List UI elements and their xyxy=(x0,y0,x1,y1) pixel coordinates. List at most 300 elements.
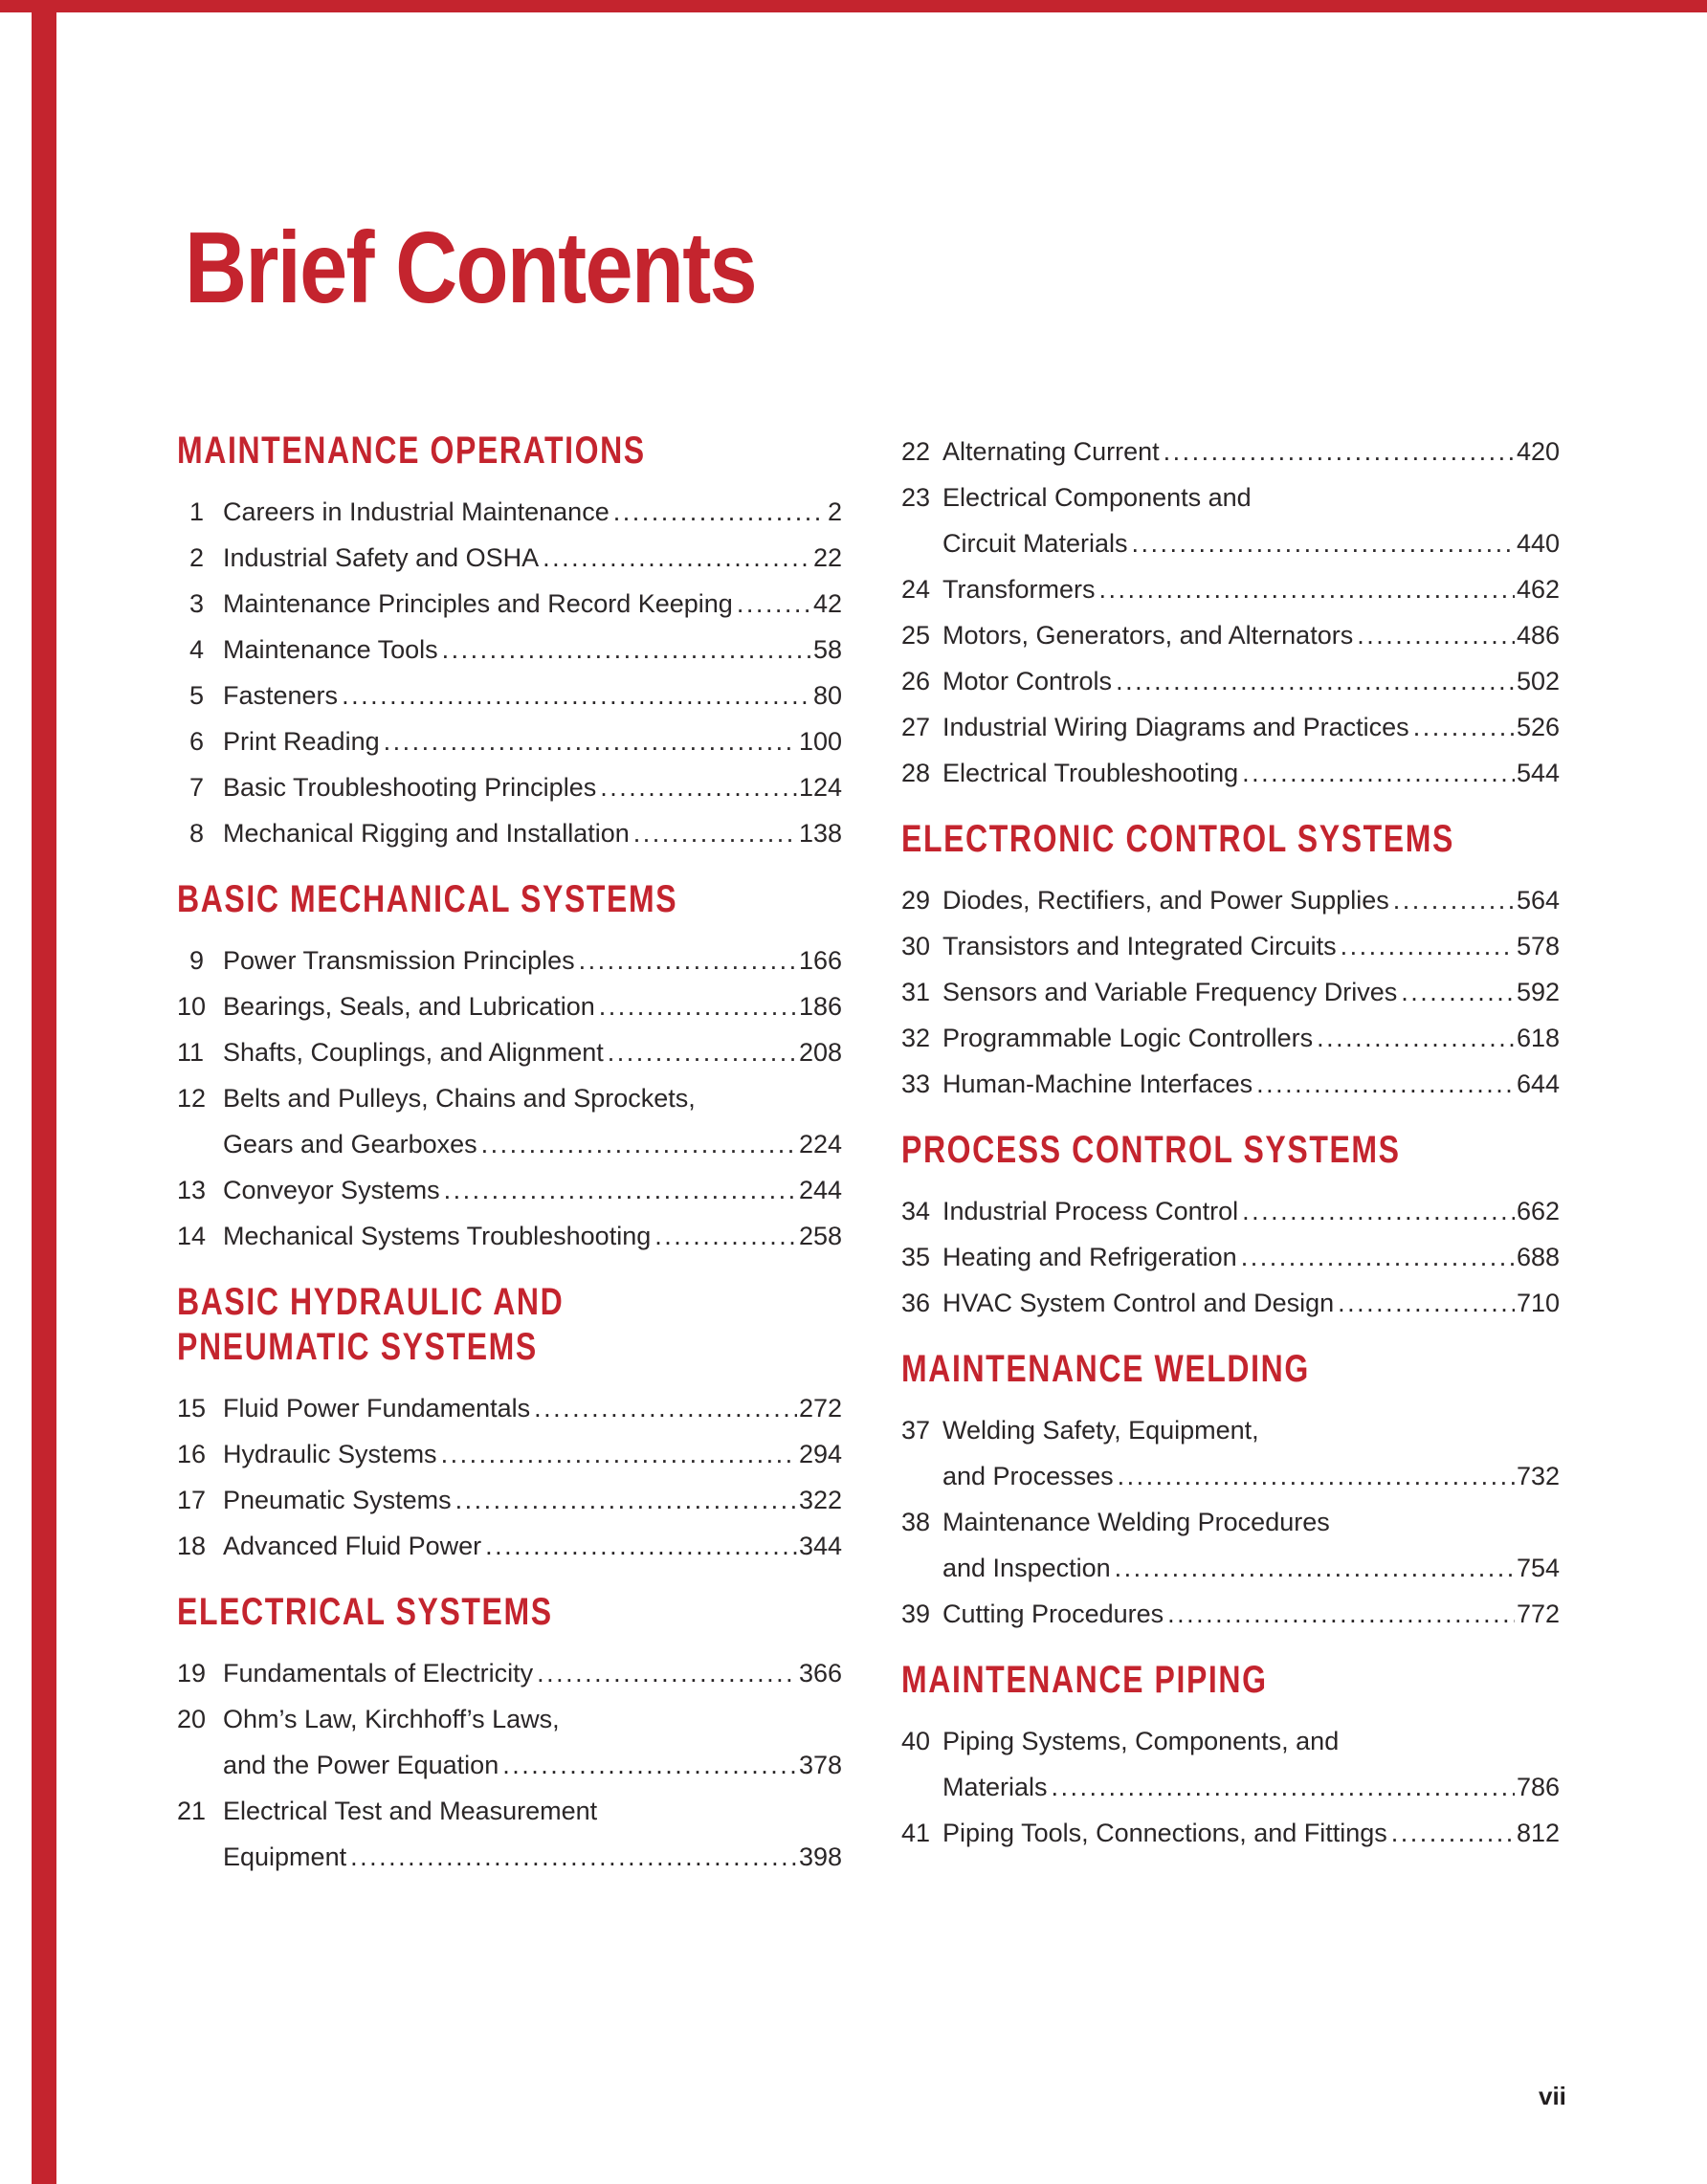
dot-leader xyxy=(599,983,797,1029)
chapter-list xyxy=(901,1718,1560,1856)
toc-entry-line xyxy=(177,764,842,810)
toc-entry-line xyxy=(177,1523,842,1569)
chapter-number: 13 xyxy=(177,1176,207,1204)
chapter-number: 41 xyxy=(901,1819,931,1847)
toc-entry-line xyxy=(901,1188,1560,1234)
section-heading-line: ELECTRONIC CONTROL SYSTEMS xyxy=(901,818,1454,860)
chapter-number: 30 xyxy=(901,932,931,960)
dot-leader xyxy=(1116,658,1515,704)
toc-entry-body xyxy=(223,535,842,581)
toc-entry-line xyxy=(177,983,842,1029)
chapter-number: 39 xyxy=(901,1599,931,1628)
dot-leader xyxy=(342,673,811,718)
page-number: 2 xyxy=(827,497,842,526)
page-number: 398 xyxy=(798,1842,842,1871)
dot-leader xyxy=(1357,612,1515,658)
toc-entry-body xyxy=(223,1075,842,1121)
chapter-title: Mechanical Rigging and Installation xyxy=(223,819,630,848)
toc-section xyxy=(177,1590,842,1880)
toc-entry-body xyxy=(223,1213,842,1259)
chapter-title: Advanced Fluid Power xyxy=(223,1532,482,1560)
toc-entry-line xyxy=(177,673,842,718)
page-number: 786 xyxy=(1516,1773,1560,1801)
page-number: 124 xyxy=(798,773,842,802)
dot-leader xyxy=(1393,877,1515,923)
chapter-title: Welding Safety, Equipment, xyxy=(942,1416,1259,1445)
page-number: 812 xyxy=(1516,1819,1560,1847)
section-heading xyxy=(901,1347,1428,1392)
dot-leader xyxy=(1132,520,1515,566)
toc-entry-line xyxy=(177,1650,842,1696)
page-number: 688 xyxy=(1516,1243,1560,1271)
page-number: 644 xyxy=(1516,1070,1560,1098)
page-number: 272 xyxy=(798,1394,842,1423)
chapter-title: Heating and Refrigeration xyxy=(942,1243,1237,1271)
toc-entry-body xyxy=(942,1453,1560,1499)
toc-entry-line xyxy=(177,810,842,856)
chapter-number: 21 xyxy=(177,1797,207,1825)
dot-leader xyxy=(1256,1061,1515,1107)
page-number: 578 xyxy=(1516,932,1560,960)
toc-entry-line xyxy=(901,474,1560,520)
chapter-title: Basic Troubleshooting Principles xyxy=(223,773,597,802)
chapter-list xyxy=(177,1385,842,1569)
chapter-number: 5 xyxy=(188,681,204,710)
toc-entry-line xyxy=(901,1061,1560,1107)
chapter-list xyxy=(177,489,842,856)
dot-leader xyxy=(485,1523,797,1569)
page-number: 208 xyxy=(798,1038,842,1067)
chapter-title: Industrial Wiring Diagrams and Practices xyxy=(942,713,1409,741)
page-number: 22 xyxy=(812,543,842,572)
chapter-title: and Inspection xyxy=(942,1554,1111,1582)
toc-entry-body xyxy=(942,520,1560,566)
toc-entry-body xyxy=(942,1061,1560,1107)
page-title: Brief Contents xyxy=(185,211,756,325)
toc-entry-body xyxy=(942,969,1560,1015)
chapter-title: Hydraulic Systems xyxy=(223,1440,437,1468)
dot-leader xyxy=(600,764,797,810)
chapter-number: 37 xyxy=(901,1416,931,1445)
dot-leader xyxy=(608,1029,797,1075)
section-heading-line: BASIC MECHANICAL SYSTEMS xyxy=(177,878,678,920)
toc-entry-body xyxy=(942,1718,1560,1764)
chapter-number: 9 xyxy=(188,946,204,975)
toc-entry-body xyxy=(223,1788,842,1834)
chapter-number: 24 xyxy=(901,575,931,604)
chapter-title: Careers in Industrial Maintenance xyxy=(223,497,610,526)
page-number: 378 xyxy=(798,1751,842,1779)
chapter-title: Piping Tools, Connections, and Fittings xyxy=(942,1819,1387,1847)
toc-entry-body xyxy=(942,612,1560,658)
chapter-number: 32 xyxy=(901,1024,931,1052)
toc-entry-body xyxy=(223,1385,842,1431)
toc-entry-line xyxy=(901,1234,1560,1280)
page-number: 732 xyxy=(1516,1462,1560,1490)
toc-entry-line xyxy=(177,535,842,581)
dot-leader xyxy=(1338,1280,1515,1326)
section-heading-line: BASIC HYDRAULIC AND xyxy=(177,1281,565,1323)
toc-entry-body xyxy=(942,474,1560,520)
toc-entry-body xyxy=(223,1431,842,1477)
toc-entry-line xyxy=(901,658,1560,704)
dot-leader xyxy=(444,1167,797,1213)
page-number: 258 xyxy=(798,1222,842,1250)
toc-entry-line xyxy=(177,938,842,983)
chapter-number: 8 xyxy=(188,819,204,848)
dot-leader xyxy=(579,938,797,983)
chapter-number: 1 xyxy=(188,497,204,526)
dot-leader xyxy=(537,1650,797,1696)
chapter-title: and the Power Equation xyxy=(223,1751,499,1779)
chapter-list xyxy=(177,938,842,1259)
toc-entry-line xyxy=(177,1431,842,1477)
chapter-number: 17 xyxy=(177,1486,207,1514)
page-number: 754 xyxy=(1516,1554,1560,1582)
chapter-title: Shafts, Couplings, and Alignment xyxy=(223,1038,604,1067)
toc-entry-body xyxy=(223,1029,842,1075)
toc-entry-line xyxy=(901,1499,1560,1545)
chapter-title: Electrical Components and xyxy=(942,483,1252,512)
dot-leader xyxy=(1401,969,1515,1015)
chapter-number: 7 xyxy=(188,773,204,802)
chapter-number: 29 xyxy=(901,886,931,915)
toc-entry-line xyxy=(177,1385,842,1431)
toc-entry-body xyxy=(942,1407,1560,1453)
section-heading xyxy=(177,429,709,474)
toc-entry-line xyxy=(901,1453,1560,1499)
toc-entry-body xyxy=(942,429,1560,474)
section-heading xyxy=(177,1590,709,1635)
toc-entry-body xyxy=(223,718,842,764)
chapter-number: 35 xyxy=(901,1243,931,1271)
page-number: 244 xyxy=(798,1176,842,1204)
chapter-title: Industrial Process Control xyxy=(942,1197,1239,1225)
page-number: 502 xyxy=(1516,667,1560,695)
toc-entry-line xyxy=(901,704,1560,750)
page-number: 42 xyxy=(812,589,842,618)
toc-entry-body xyxy=(942,877,1560,923)
dot-leader xyxy=(455,1477,797,1523)
toc-entry-line xyxy=(177,1788,842,1834)
chapter-title: Gears and Gearboxes xyxy=(223,1130,477,1158)
chapter-title: Industrial Safety and OSHA xyxy=(223,543,540,572)
chapter-number: 4 xyxy=(188,635,204,664)
dot-leader xyxy=(1413,704,1515,750)
toc-column-left xyxy=(177,429,842,1880)
dot-leader xyxy=(384,718,797,764)
page-number: 564 xyxy=(1516,886,1560,915)
dot-leader xyxy=(350,1834,797,1880)
toc-entry-body xyxy=(223,489,842,535)
page-number: 592 xyxy=(1516,978,1560,1006)
page-number: 80 xyxy=(812,681,842,710)
chapter-title: Bearings, Seals, and Lubrication xyxy=(223,992,595,1021)
page-number: 662 xyxy=(1516,1197,1560,1225)
page-number: 462 xyxy=(1516,575,1560,604)
page-number: 526 xyxy=(1516,713,1560,741)
left-red-accent-bar xyxy=(32,0,56,2184)
toc-entry-line xyxy=(901,1810,1560,1856)
page-number: 366 xyxy=(798,1659,842,1688)
page-number: 710 xyxy=(1516,1289,1560,1317)
toc-entry-body xyxy=(942,704,1560,750)
toc-entry-body xyxy=(223,1742,842,1788)
toc-entry-line xyxy=(901,750,1560,796)
toc-entry-body xyxy=(942,1545,1560,1591)
page-number: 224 xyxy=(798,1130,842,1158)
toc-column-right xyxy=(901,429,1560,1856)
chapter-title: Maintenance Principles and Record Keeping xyxy=(223,589,733,618)
dot-leader xyxy=(1164,429,1515,474)
toc-entry-body xyxy=(223,1696,842,1742)
chapter-title: Sensors and Variable Frequency Drives xyxy=(942,978,1398,1006)
chapter-title: Fasteners xyxy=(223,681,339,710)
dot-leader xyxy=(1341,923,1515,969)
section-heading xyxy=(901,1658,1428,1703)
page-number: 58 xyxy=(812,635,842,664)
dot-leader xyxy=(613,489,826,535)
toc-entry-body xyxy=(223,1650,842,1696)
toc-entry-body xyxy=(942,1234,1560,1280)
page-number: 486 xyxy=(1516,621,1560,650)
toc-entry-line xyxy=(177,1121,842,1167)
dot-leader xyxy=(737,581,811,627)
toc-entry-body xyxy=(223,627,842,673)
chapter-title: Piping Systems, Components, and xyxy=(942,1727,1340,1755)
chapter-number: 34 xyxy=(901,1197,931,1225)
toc-entry-line xyxy=(177,1213,842,1259)
dot-leader xyxy=(633,810,797,856)
toc-entry-body xyxy=(223,1523,842,1569)
section-heading-line: ELECTRICAL SYSTEMS xyxy=(177,1591,553,1633)
page-number: 322 xyxy=(798,1486,842,1514)
chapter-title: Conveyor Systems xyxy=(223,1176,440,1204)
chapter-number: 18 xyxy=(177,1532,207,1560)
toc-entry-body xyxy=(942,1280,1560,1326)
page-number: 420 xyxy=(1516,437,1560,466)
chapter-title: Fluid Power Fundamentals xyxy=(223,1394,531,1423)
chapter-list xyxy=(901,1407,1560,1637)
dot-leader xyxy=(1167,1591,1515,1637)
toc-section xyxy=(177,429,842,856)
chapter-title: Fundamentals of Electricity xyxy=(223,1659,534,1688)
toc-entry-body xyxy=(942,750,1560,796)
toc-entry-line xyxy=(177,627,842,673)
toc-entry-body xyxy=(223,673,842,718)
chapter-title: Mechanical Systems Troubleshooting xyxy=(223,1222,652,1250)
chapter-title: Cutting Procedures xyxy=(942,1599,1164,1628)
toc-entry-body xyxy=(942,1015,1560,1061)
chapter-number: 22 xyxy=(901,437,931,466)
chapter-title: Alternating Current xyxy=(942,437,1160,466)
chapter-list xyxy=(901,1188,1560,1326)
chapter-list xyxy=(901,429,1560,796)
toc-entry-line xyxy=(901,1764,1560,1810)
top-red-accent-bar xyxy=(0,0,1707,12)
toc-section xyxy=(901,1128,1560,1326)
chapter-title: Materials xyxy=(942,1773,1048,1801)
toc-entry-body xyxy=(223,938,842,983)
chapter-number: 31 xyxy=(901,978,931,1006)
section-heading xyxy=(177,877,709,922)
toc-entry-line xyxy=(177,718,842,764)
chapter-title: Motor Controls xyxy=(942,667,1113,695)
dot-leader xyxy=(534,1385,797,1431)
toc-entry-body xyxy=(942,1764,1560,1810)
chapter-number: 20 xyxy=(177,1705,207,1733)
chapter-title: Belts and Pulleys, Chains and Sprockets, xyxy=(223,1084,696,1113)
section-heading-line: PROCESS CONTROL SYSTEMS xyxy=(901,1129,1401,1171)
dot-leader xyxy=(1115,1545,1515,1591)
chapter-number: 3 xyxy=(188,589,204,618)
page-number: 100 xyxy=(798,727,842,756)
chapter-number: 27 xyxy=(901,713,931,741)
chapter-title: Power Transmission Principles xyxy=(223,946,575,975)
toc-entry-line xyxy=(901,1407,1560,1453)
toc-entry-body xyxy=(942,566,1560,612)
chapter-number: 28 xyxy=(901,759,931,787)
chapter-number: 14 xyxy=(177,1222,207,1250)
toc-section xyxy=(901,1658,1560,1856)
section-heading xyxy=(901,817,1454,862)
chapter-number: 25 xyxy=(901,621,931,650)
dot-leader xyxy=(1242,750,1515,796)
toc-entry-body xyxy=(942,1499,1560,1545)
toc-entry-body xyxy=(942,1591,1560,1637)
toc-entry-line xyxy=(901,1280,1560,1326)
toc-section xyxy=(901,817,1560,1107)
toc-entry-body xyxy=(223,1167,842,1213)
toc-entry-line xyxy=(177,581,842,627)
dot-leader xyxy=(654,1213,797,1259)
toc-entry-line xyxy=(901,923,1560,969)
toc-entry-line xyxy=(901,612,1560,658)
chapter-number: 19 xyxy=(177,1659,207,1688)
toc-entry-line xyxy=(901,877,1560,923)
chapter-number: 6 xyxy=(188,727,204,756)
dot-leader xyxy=(1052,1764,1515,1810)
page-number: 618 xyxy=(1516,1024,1560,1052)
chapter-title: Pneumatic Systems xyxy=(223,1486,452,1514)
section-heading-line: PNEUMATIC SYSTEMS xyxy=(177,1326,538,1368)
page-number: 772 xyxy=(1516,1599,1560,1628)
dot-leader xyxy=(543,535,811,581)
toc-entry-body xyxy=(223,983,842,1029)
toc-section xyxy=(177,1280,842,1569)
page-number: 440 xyxy=(1516,529,1560,558)
toc-entry-line xyxy=(901,1015,1560,1061)
chapter-number: 15 xyxy=(177,1394,207,1423)
folio-page-number: vii xyxy=(1539,2082,1566,2110)
page-number: 138 xyxy=(798,819,842,848)
dot-leader xyxy=(441,1431,797,1477)
page-number: 294 xyxy=(798,1440,842,1468)
section-heading xyxy=(901,1128,1428,1173)
toc-entry-body xyxy=(223,581,842,627)
chapter-number: 10 xyxy=(177,992,207,1021)
section-heading xyxy=(177,1280,709,1370)
chapter-number: 40 xyxy=(901,1727,931,1755)
dot-leader xyxy=(1242,1188,1515,1234)
dot-leader xyxy=(1118,1453,1515,1499)
page-number: 186 xyxy=(798,992,842,1021)
toc-section xyxy=(177,877,842,1259)
toc-entry-line xyxy=(177,1075,842,1121)
chapter-number: 11 xyxy=(177,1038,205,1067)
toc-entry-line xyxy=(901,566,1560,612)
toc-entry-body xyxy=(223,1121,842,1167)
chapter-number: 16 xyxy=(177,1440,207,1468)
toc-entry-body xyxy=(942,1188,1560,1234)
chapter-number: 2 xyxy=(188,543,204,572)
chapter-title: Diodes, Rectifiers, and Power Supplies xyxy=(942,886,1389,915)
chapter-title: Maintenance Welding Procedures xyxy=(942,1508,1330,1536)
toc-entry-line xyxy=(177,1167,842,1213)
chapter-title: Programmable Logic Controllers xyxy=(942,1024,1314,1052)
page-number: 544 xyxy=(1516,759,1560,787)
chapter-title: Motors, Generators, and Alternators xyxy=(942,621,1354,650)
chapter-title: Transistors and Integrated Circuits xyxy=(942,932,1337,960)
chapter-title: Equipment xyxy=(223,1842,347,1871)
toc-entry-line xyxy=(177,1742,842,1788)
page-number: 166 xyxy=(798,946,842,975)
toc-entry-line xyxy=(177,1696,842,1742)
chapter-title: Human-Machine Interfaces xyxy=(942,1070,1253,1098)
toc-section xyxy=(901,429,1560,796)
toc-entry-body xyxy=(223,1477,842,1523)
section-heading-line: MAINTENANCE PIPING xyxy=(901,1659,1268,1701)
toc-entry-body xyxy=(942,1810,1560,1856)
chapter-title: Electrical Test and Measurement xyxy=(223,1797,598,1825)
chapter-number: 26 xyxy=(901,667,931,695)
chapter-title: Electrical Troubleshooting xyxy=(942,759,1239,787)
toc-entry-body xyxy=(223,764,842,810)
chapter-number: 38 xyxy=(901,1508,931,1536)
chapter-title: Ohm’s Law, Kirchhoff’s Laws, xyxy=(223,1705,560,1733)
toc-entry-body xyxy=(942,658,1560,704)
toc-entry-line xyxy=(177,1477,842,1523)
dot-leader xyxy=(1391,1810,1515,1856)
toc-entry-body xyxy=(942,923,1560,969)
chapter-title: Print Reading xyxy=(223,727,380,756)
chapter-title: HVAC System Control and Design xyxy=(942,1289,1335,1317)
chapter-number: 12 xyxy=(177,1084,207,1113)
chapter-number: 23 xyxy=(901,483,931,512)
dot-leader xyxy=(1099,566,1515,612)
chapter-list xyxy=(901,877,1560,1107)
section-heading-line: MAINTENANCE WELDING xyxy=(901,1348,1310,1390)
chapter-list xyxy=(177,1650,842,1880)
toc-entry-line xyxy=(901,1545,1560,1591)
dot-leader xyxy=(481,1121,797,1167)
chapter-title: and Processes xyxy=(942,1462,1114,1490)
toc-entry-line xyxy=(901,520,1560,566)
chapter-title: Maintenance Tools xyxy=(223,635,438,664)
toc-entry-body xyxy=(223,810,842,856)
section-heading-line: MAINTENANCE OPERATIONS xyxy=(177,430,646,472)
toc-entry-line xyxy=(177,1834,842,1880)
toc-entry-line xyxy=(901,969,1560,1015)
chapter-title: Circuit Materials xyxy=(942,529,1128,558)
toc-entry-line xyxy=(177,1029,842,1075)
dot-leader xyxy=(1317,1015,1515,1061)
chapter-title: Transformers xyxy=(942,575,1096,604)
toc-section xyxy=(901,1347,1560,1637)
toc-entry-line xyxy=(177,489,842,535)
toc-entry-line xyxy=(901,1718,1560,1764)
dot-leader xyxy=(1241,1234,1515,1280)
